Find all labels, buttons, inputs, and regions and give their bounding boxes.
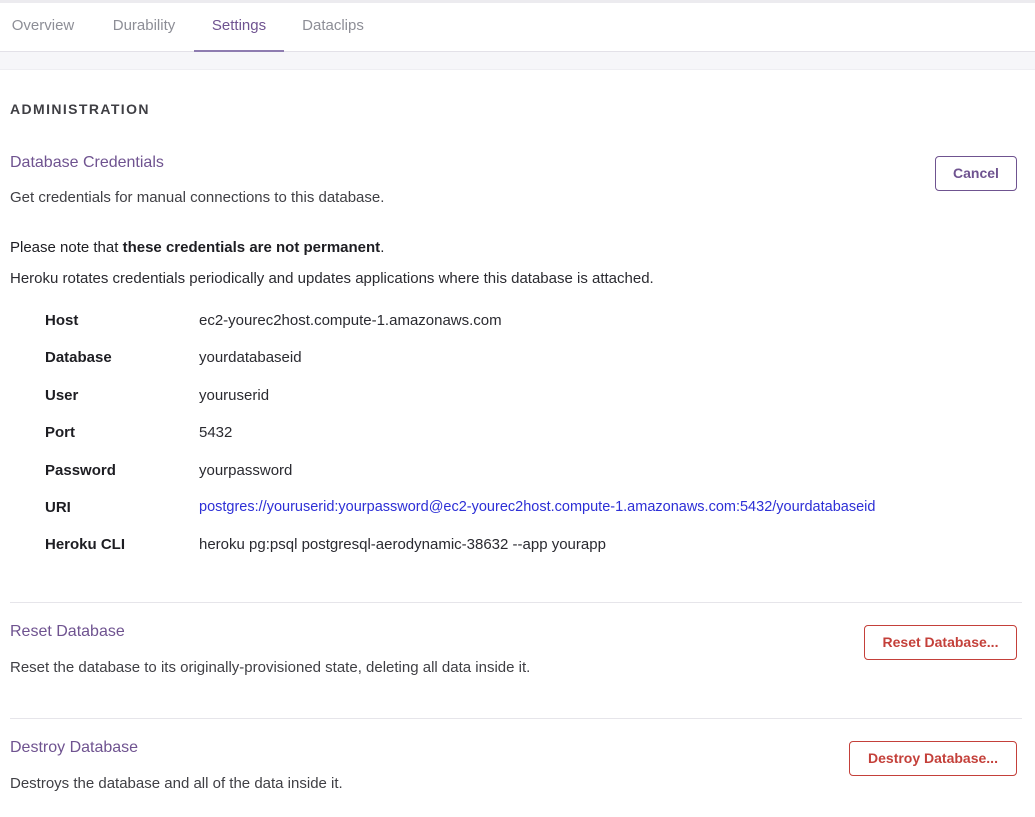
heroku-cli-value: heroku pg:psql postgresql-aerodynamic-38632 --app yourapp (199, 536, 606, 553)
reset-title: Reset Database (10, 623, 125, 640)
uri-link[interactable]: postgres://youruserid:yourpassword@ec2-yourec2host.compute-1.amazonaws.com:5432/yourdatabaseid (199, 499, 876, 515)
database-value: yourdatabaseid (199, 349, 302, 366)
destroy-database-button[interactable]: Destroy Database... (849, 741, 1017, 776)
tab-settings[interactable]: Settings (194, 3, 284, 52)
tab-dataclips[interactable]: Dataclips (302, 17, 364, 34)
credentials-title: Database Credentials (10, 154, 164, 171)
tab-overview[interactable]: Overview (11, 17, 75, 34)
divider (10, 718, 1022, 719)
header-band (0, 52, 1035, 70)
host-value: ec2-yourec2host.compute-1.amazonaws.com (199, 312, 502, 329)
credential-label: User (45, 387, 79, 404)
reset-description: Reset the database to its originally-provisioned state, deleting all data inside it. (10, 659, 531, 676)
destroy-description: Destroys the database and all of the data inside it. (10, 775, 343, 792)
permanence-note-bold: these credentials are not permanent (122, 239, 381, 256)
password-value: yourpassword (199, 462, 293, 479)
cancel-button[interactable]: Cancel (935, 156, 1017, 191)
divider (10, 602, 1022, 603)
credentials-description: Get credentials for manual connections to this database. (10, 189, 385, 206)
credential-label: Database (45, 349, 112, 366)
section-heading: ADMINISTRATION (10, 101, 150, 117)
port-value: 5432 (199, 424, 233, 441)
credential-label: Port (45, 424, 75, 441)
permanence-note: Please note that these credentials are not permanent. (10, 239, 385, 256)
credential-label: Host (45, 312, 79, 329)
tab-bar (0, 3, 1035, 52)
credential-label: URI (45, 499, 71, 516)
reset-database-button[interactable]: Reset Database... (864, 625, 1017, 660)
user-value: youruserid (199, 387, 270, 404)
tab-durability[interactable]: Durability (112, 17, 176, 34)
credential-label: Heroku CLI (45, 536, 126, 553)
credential-label: Password (45, 462, 116, 479)
destroy-title: Destroy Database (10, 739, 139, 756)
rotation-note: Heroku rotates credentials periodically and updates applications where this database is attached. (10, 270, 654, 287)
